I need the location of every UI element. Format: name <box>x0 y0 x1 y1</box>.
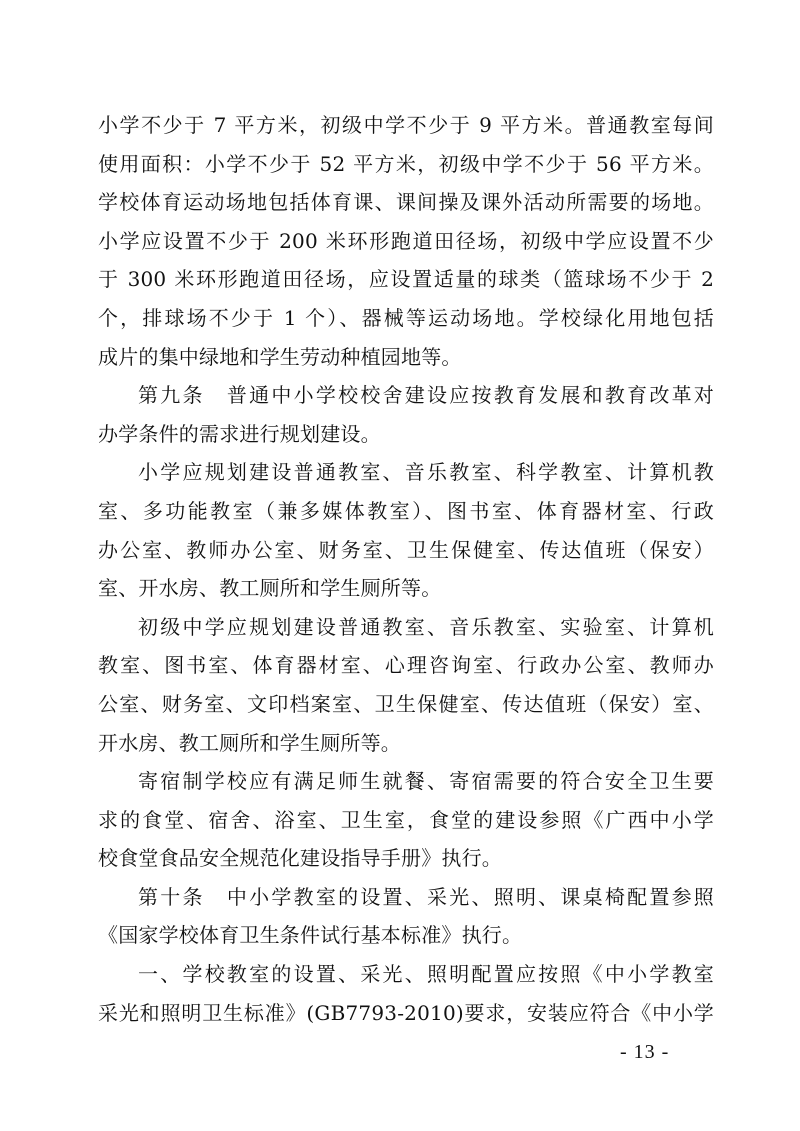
text-line-7: 成片的集中绿地和学生劳动种植园地等。 <box>98 344 462 369</box>
boarding-school-line-2: 求的食堂、宿舍、浴室、卫生室，食堂的建设参照《广西中小学 <box>98 807 714 832</box>
junior-school-line-2: 教室、图书室、体育器材室、心理咨询室、行政办公室、教师办 <box>98 653 714 678</box>
boarding-school-line-1: 寄宿制学校应有满足师生就餐、寄宿需要的符合安全卫生要 <box>138 769 714 794</box>
page-number: - 13 - <box>620 1041 670 1063</box>
primary-school-line-3: 办公室、教师办公室、财务室、卫生保健室、传达值班（保安） <box>98 537 714 562</box>
primary-school-line-4: 室、开水房、教工厕所和学生厕所等。 <box>98 576 442 601</box>
classroom-standard-line-1: 一、学校教室的设置、采光、照明配置应按照《中小学教室 <box>138 962 714 987</box>
text-line-1: 小学不少于 7 平方米，初级中学不少于 9 平方米。普通教室每间 <box>98 113 714 137</box>
primary-school-line-1: 小学应规划建设普通教室、音乐教室、科学教室、计算机教 <box>138 460 714 485</box>
text-line-3: 学校体育运动场地包括体育课、课间操及课外活动所需要的场地。 <box>98 190 714 215</box>
article-9-line-2: 办学条件的需求进行规划建设。 <box>98 421 381 446</box>
text-line-5: 于 300 米环形跑道田径场，应设置适量的球类（篮球场不少于 2 <box>98 267 714 292</box>
article-9-line-1: 第九条 普通中小学校校舍建设应按教育发展和教育改革对 <box>138 383 714 408</box>
boarding-school-line-3: 校食堂食品安全规范化建设指导手册》执行。 <box>98 846 502 871</box>
text-line-6: 个，排球场不少于 1 个）、器械等运动场地。学校绿化用地包括 <box>98 305 714 330</box>
primary-school-line-2: 室、多功能教室（兼多媒体教室）、图书室、体育器材室、行政 <box>98 498 714 523</box>
article-10-line-1: 第十条 中小学教室的设置、采光、照明、课桌椅配置参照 <box>138 884 714 909</box>
junior-school-line-3: 公室、财务室、文印档案室、卫生保健室、传达值班（保安）室、 <box>98 691 714 716</box>
text-line-4: 小学应设置不少于 200 米环形跑道田径场，初级中学应设置不少 <box>98 228 714 253</box>
article-10-line-2: 《国家学校体育卫生条件试行基本标准》执行。 <box>98 923 523 948</box>
junior-school-line-1: 初级中学应规划建设普通教室、音乐教室、实验室、计算机 <box>138 614 714 639</box>
text-line-2: 使用面积：小学不少于 52 平方米，初级中学不少于 56 平方米。 <box>98 151 714 176</box>
body-text <box>98 106 714 1032</box>
junior-school-line-4: 开水房、教工厕所和学生厕所等。 <box>98 730 401 755</box>
classroom-standard-line-2: 采光和照明卫生标准》(GB7793-2010)要求，安装应符合《中小学 <box>98 1000 714 1025</box>
